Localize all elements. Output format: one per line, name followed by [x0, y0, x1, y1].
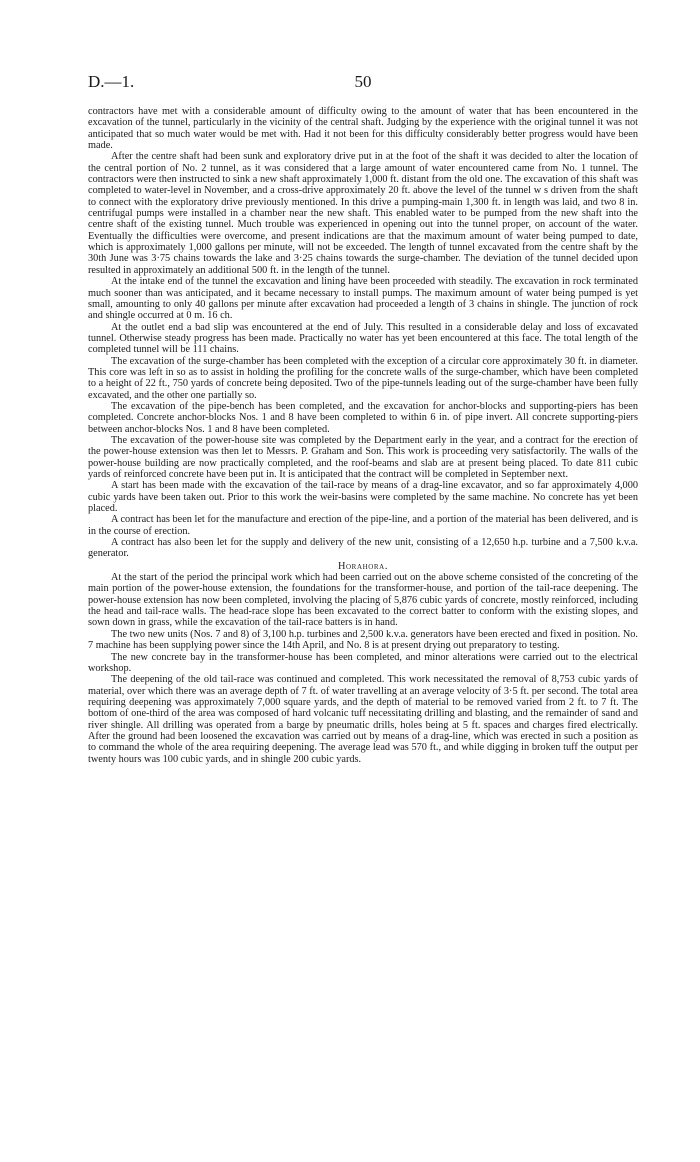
paragraph: A contract has also been let for the supply and delivery of the new unit, consisting of a 12,650 h.p. turbine and a 7,500 k.v.a. generator. [88, 537, 638, 560]
section-heading: Horahora. [337, 560, 389, 572]
paragraph: After the centre shaft had been sunk and exploratory drive put in at the foot of the shaft it was decided to alter the location of the central portion of No. 2 tunnel, as it was considered that a large amount of water encountered came from No. 1 tunnel. The contractors were then instructed to sink a new shaft approximately 1,000 ft. distant from the old one. The excavation of this shaft was completed to water-level in November, and a cross-drive approximately 20 ft. above the level of the tunnel w s driven from the shaft to connect with the exploratory drive previously mentioned. In this drive a pumping-main 1,300 ft. in length was laid, and two 8 in. centrifugal pumps were installed in a chamber near the new shaft. This enabled water to be pumped from the new shaft into the centre shaft of the existing tunnel. Much trouble was experienced in opening out into the tunnel proper, on account of the water. Eventually the difficulties were overcome, and present indications are that the maximum amount of water being pumped to date, which is approximately 1,000 gallons per minute, will not be exceeded. The length of tunnel excavated from the centre shaft by the 30th June was 3·75 chains towards the lake and 3·25 chains towards the surge-chamber. The deviation of the tunnel decided upon resulted in approximately an additional 500 ft. in the length of the tunnel. [88, 151, 638, 276]
paragraph: contractors have met with a considerable amount of difficulty owing to the amount of water that has been encountered in the excavation of the tunnel, particularly in the vicinity of the central shaft. Judging by the experience with the original tunnel it was not anticipated that so much water would be met with. Had it not been for this difficulty considerably better progress would have been made. [88, 106, 638, 152]
paragraph: At the intake end of the tunnel the excavation and lining have been proceeded with steadily. The excavation in rock terminated much sooner than was anticipated, and it became necessary to install pumps. The maximum amount of water being pumped is yet small, amounting to only 40 gallons per minute after excavation had proceeded a length of 3 chains in shingle. The junction of rock and shingle occurred at 0 m. 16 ch. [88, 276, 638, 322]
paragraph: A contract has been let for the manufacture and erection of the pipe-line, and a portion of the material has been delivered, and is in the course of erection. [88, 514, 638, 537]
page-number: 50 [354, 72, 372, 91]
document-reference: D.—1. [88, 72, 135, 91]
document-body [88, 106, 638, 765]
paragraph: The new concrete bay in the transformer-house has been completed, and minor alterations were carried out to the electrical workshop. [88, 651, 638, 674]
page-header [88, 72, 638, 94]
paragraph: The excavation of the pipe-bench has been completed, and the excavation for anchor-blocks and supporting-piers has been completed. Concrete anchor-blocks Nos. 1 and 8 have been completed to within 6 in. of pipe invert. All concrete supporting-piers between anchor-blocks Nos. 1 and 8 have been completed. [88, 400, 638, 435]
paragraph: The deepening of the old tail-race was continued and completed. This work necessitated the removal of 8,753 cubic yards of material, over which there was an average depth of 7 ft. of water travelling at an average velocity of 3·5 ft. per second. The total area requiring deepening was approximately 7,000 square yards, and the depth of material to be removed varied from 2 ft. to 7 ft. The bottom of one-third of the area was composed of hard volcanic tuff necessitating drilling and blasting, and the remainder of sand and river shingle. All drilling was operated from a barge by pneumatic drills, holes being at 5 ft. spaces and charges fired electrically. After the ground had been loosened the excavation was carried out by means of a drag-line, which was erected in such a position as to command the whole of the area requiring deepening. The average lead was 570 ft., and while digging in broken tuff the output per twenty hours was 100 cubic yards, and in shingle 200 cubic yards. [88, 674, 638, 765]
paragraph: A start has been made with the excavation of the tail-race by means of a drag-line excavator, and so far approximately 4,000 cubic yards have been taken out. Prior to this work the weir-basins were completed by the same machine. No concrete has yet been placed. [88, 480, 638, 515]
paragraph: The excavation of the power-house site was completed by the Department early in the year, and a contract for the erection of the power-house extension was then let to Messrs. P. Graham and Son. This work is proceeding very satisfactorily. The walls of the power-house building are now practically completed, and the roof-beams and slab are at present being placed. To date 811 cubic yards of reinforced concrete have been put in. It is anticipated that the contract will be completed in September next. [88, 434, 638, 480]
paragraph: The excavation of the surge-chamber has been completed with the exception of a circular core approximately 30 ft. in diameter. This core was left in so as to assist in holding the profiling for the concrete walls of the surge-chamber, which have been completed to a height of 22 ft., 750 yards of concrete being deposited. Two of the pipe-tunnels leading out of the surge-chamber have been fully excavated, and the other one partially so. [88, 355, 638, 401]
paragraph: At the outlet end a bad slip was encountered at the end of July. This resulted in a considerable delay and loss of excavated tunnel. Otherwise steady progress has been made. Practically no water has yet been encountered at this face. The total length of the completed tunnel will be 111 chains. [88, 321, 638, 356]
paragraph: The two new units (Nos. 7 and 8) of 3,100 h.p. turbines and 2,500 k.v.a. generators have been erected and fixed in position. No. 7 machine has been supplying power since the 14th April, and No. 8 is at present drying out preparatory to testing. [88, 628, 638, 652]
paragraph: At the start of the period the principal work which had been carried out on the above scheme consisted of the concreting of the main portion of the power-house extension, the foundations for the transformer-house, and portion of the tail-race deepening. The power-house extension has now been completed, involving the placing of 5,876 cubic yards of concrete, mostly reinforced, including the head and tail-race walls. The head-race slope has been excavated to the correct batter to conform with the existing slopes, and sown down in grass, while the excavation of the tail-race batters is in hand. [88, 572, 638, 629]
